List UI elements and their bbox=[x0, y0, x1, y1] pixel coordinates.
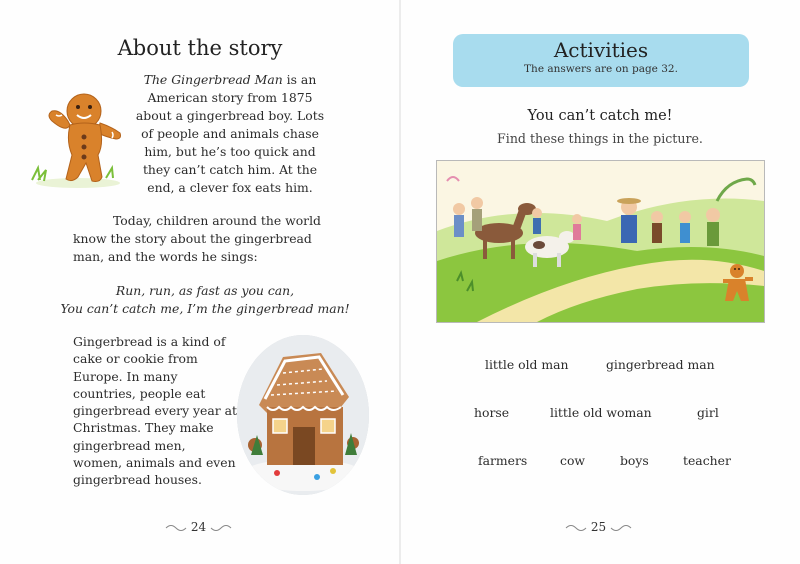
page-number-left bbox=[165, 520, 232, 534]
gingerbread-house-icon bbox=[237, 335, 369, 495]
page-number-right bbox=[565, 520, 632, 534]
story-intro bbox=[130, 71, 330, 197]
song-verse bbox=[60, 282, 350, 318]
find-word: teacher bbox=[683, 453, 731, 468]
find-word: boys bbox=[620, 453, 649, 468]
song-line: Run, run, as fast as you can, bbox=[115, 283, 295, 298]
page-gutter bbox=[399, 0, 401, 564]
find-word: cow bbox=[560, 453, 586, 468]
find-word: farmers bbox=[478, 453, 528, 468]
story-intro-text: is an American story from 1875 about a gingerbread boy. Lots of people and animals chase him, but he’s too quick and they can’t catch him. At the end, a clever fox eats him. bbox=[135, 72, 325, 195]
section-instruction: Find these things in the picture. bbox=[497, 131, 703, 146]
find-word: girl bbox=[697, 405, 719, 420]
activities-title: Activities bbox=[553, 38, 649, 62]
section-title: You can’t catch me! bbox=[527, 108, 673, 124]
find-word: horse bbox=[474, 405, 510, 420]
activities-subtitle: The answers are on page 32. bbox=[524, 63, 678, 75]
flourish-icon bbox=[565, 523, 587, 533]
flourish-icon bbox=[165, 523, 187, 533]
page-title: About the story bbox=[117, 36, 283, 60]
chase-scene-drawing bbox=[437, 161, 764, 322]
gingerbread-man-icon bbox=[20, 85, 130, 195]
song-line: You can’t catch me, I’m the gingerbread man! bbox=[60, 301, 350, 316]
activities-header bbox=[453, 34, 749, 87]
find-word: little old man bbox=[485, 357, 569, 372]
gingerbread-paragraph: Gingerbread is a kind of cake or cookie from Europe. In many countries, people eat gingerbread every year at Christmas. They make gingerbread men, women, animals and even gingerbread houses. bbox=[73, 334, 237, 488]
flourish-icon bbox=[610, 523, 632, 533]
page-number-text: 25 bbox=[590, 520, 607, 534]
find-word: little old woman bbox=[550, 405, 652, 420]
story-paragraph: Today, children around the world know the story about the gingerbread man, and the words he sings: bbox=[73, 213, 321, 264]
chase-scene-illustration bbox=[436, 160, 765, 323]
flourish-icon bbox=[210, 523, 232, 533]
page-number-text: 24 bbox=[190, 520, 207, 534]
find-word: gingerbread man bbox=[606, 357, 715, 372]
story-title-italic: The Gingerbread Man bbox=[143, 72, 283, 87]
gingerbread-house-photo bbox=[237, 335, 369, 495]
